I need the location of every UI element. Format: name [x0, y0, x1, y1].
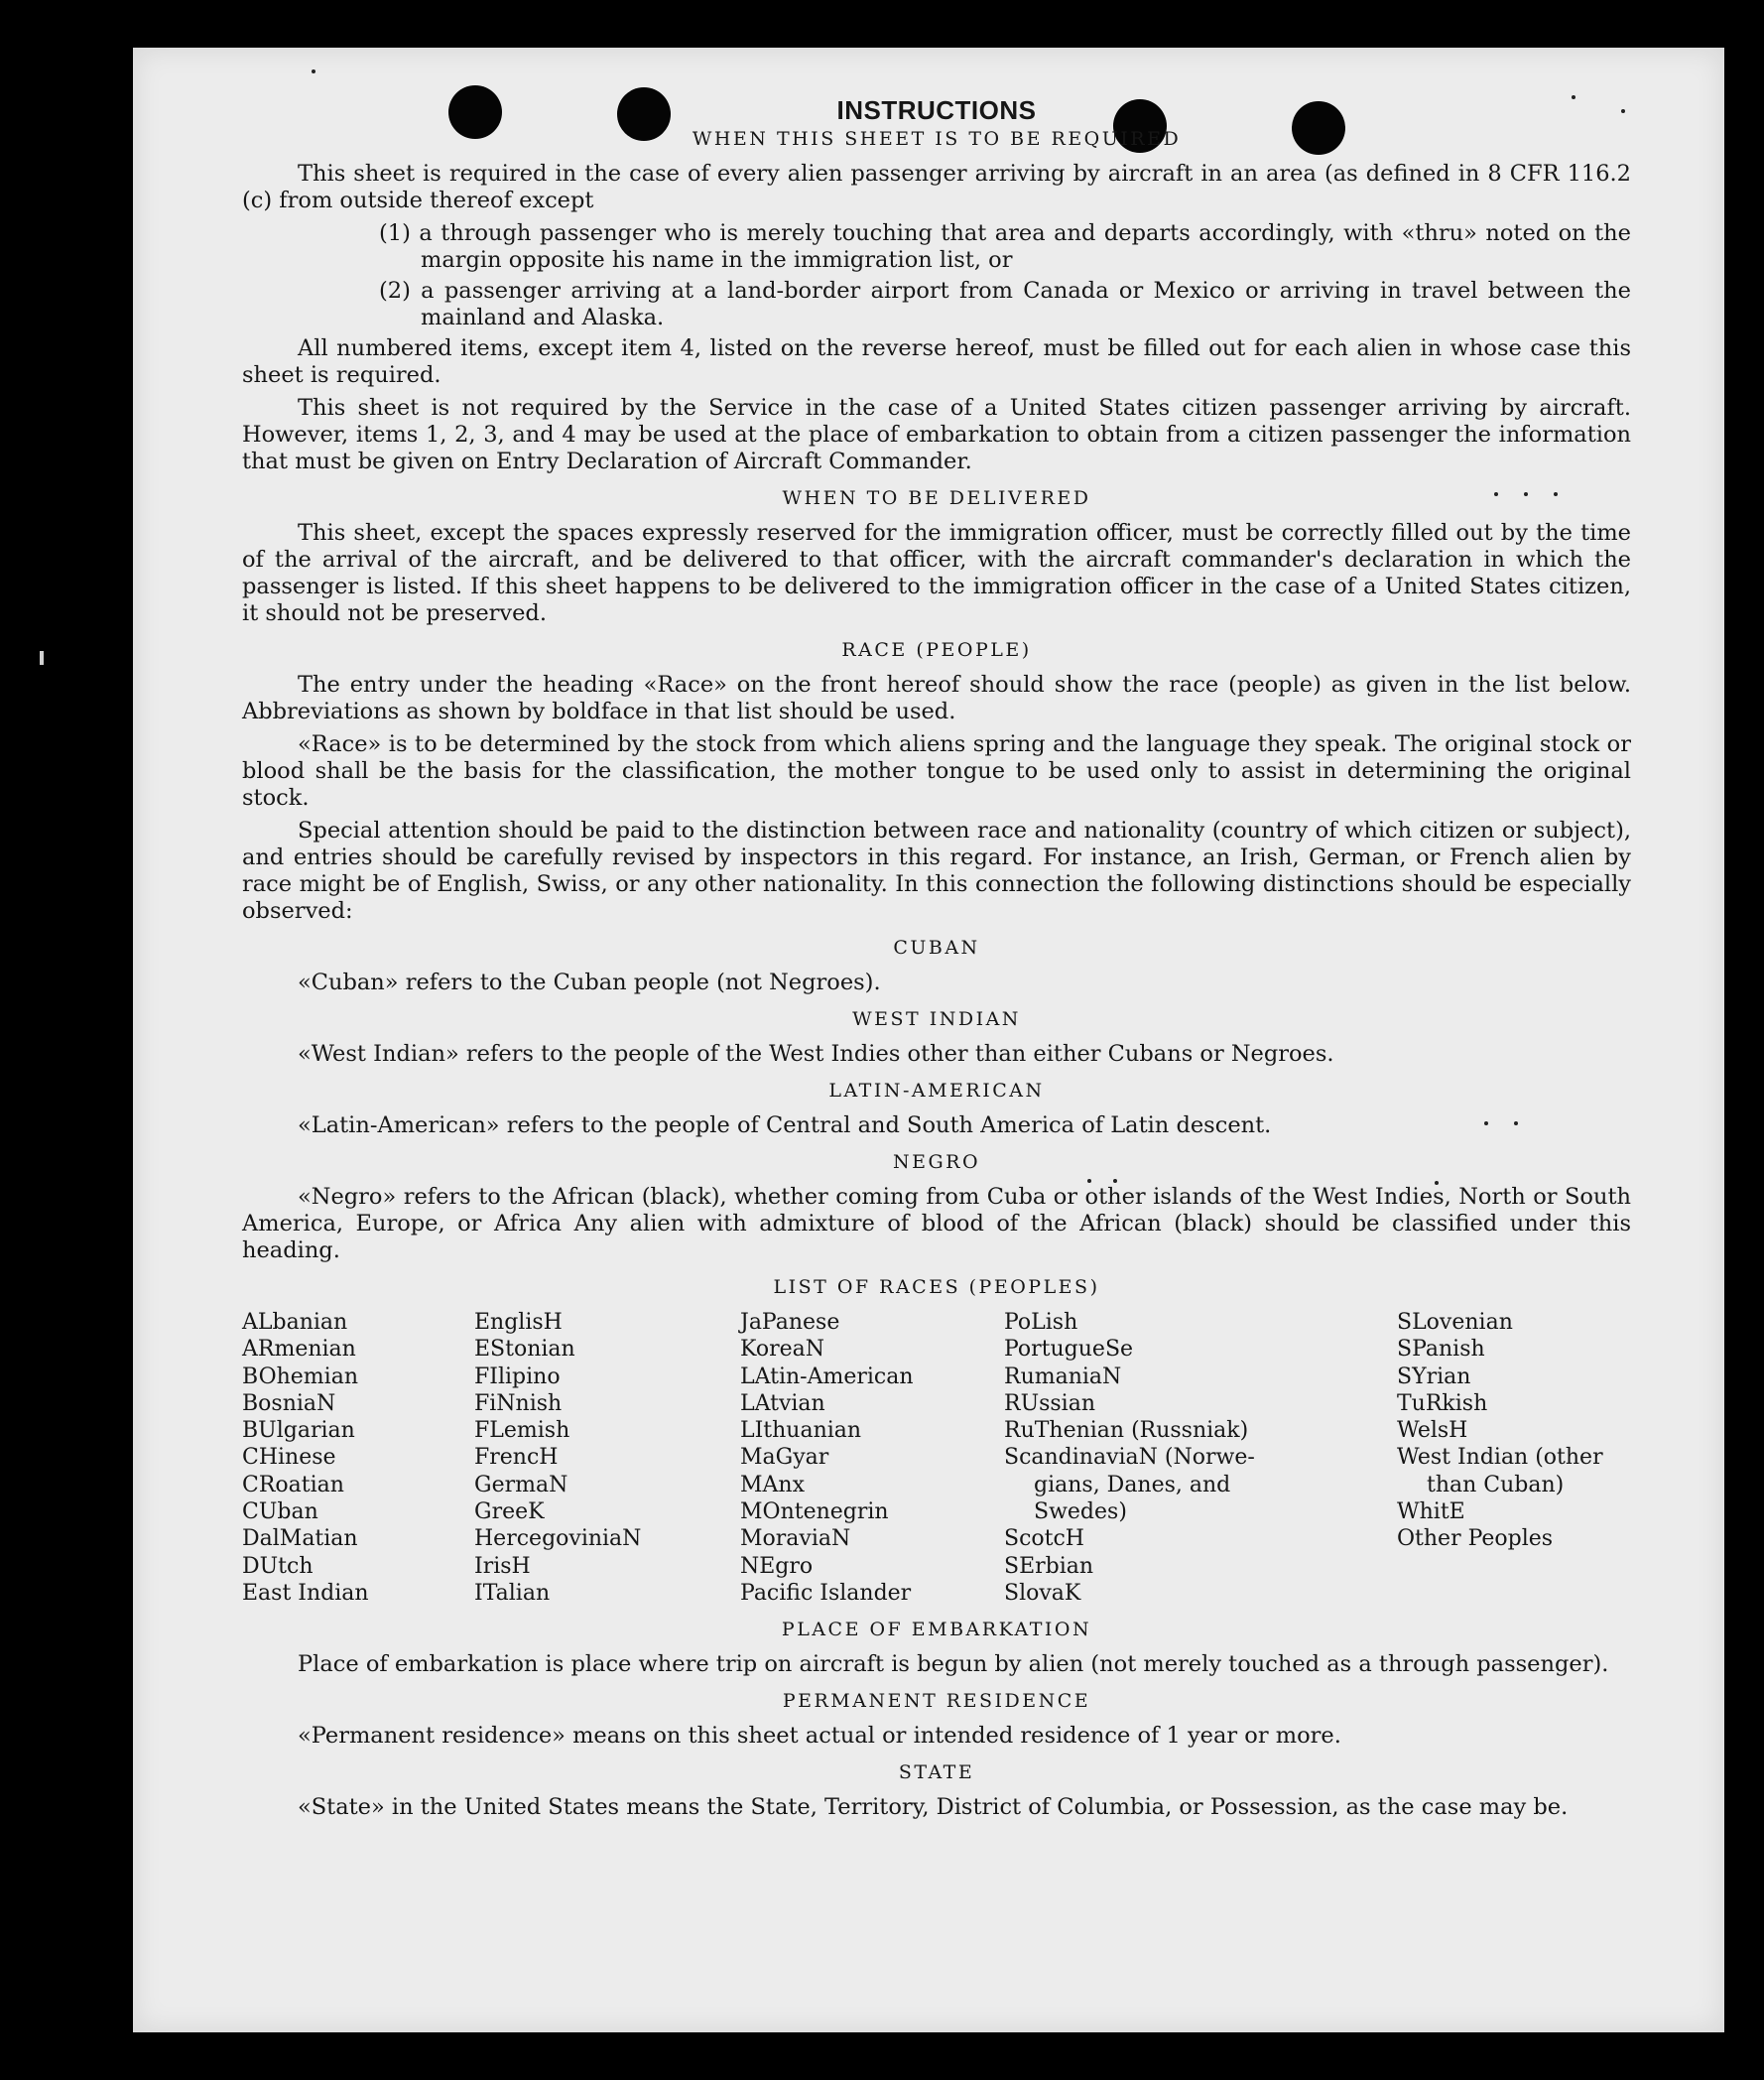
- race-entry: DalMatian: [242, 1526, 358, 1552]
- race-entry: MOntenegrin: [740, 1499, 889, 1525]
- page-title: INSTRUCTIONS: [836, 95, 1037, 125]
- races-column: [1397, 1309, 1631, 1607]
- speck: [312, 69, 315, 73]
- race-entry: BOhemian: [242, 1364, 358, 1389]
- paragraph: «Negro» refers to the African (black), whether coming from Cuba or other islands of the West Indies, North or South America, Europe, or Africa Any alien with admixture of blood of the African (black) should be classified under this heading.: [242, 1184, 1631, 1263]
- race-entry: PortugueSe: [1004, 1337, 1134, 1363]
- race-entry: SLovenian: [1397, 1310, 1513, 1335]
- paragraph: All numbered items, except item 4, listed on the reverse hereof, must be filled out for each alien in whose case this sheet is required.: [242, 335, 1631, 388]
- paragraph: «State» in the United States means the State, Territory, District of Columbia, or Possession, as the case may be.: [298, 1794, 1569, 1821]
- race-entry: WelsH: [1397, 1418, 1468, 1444]
- race-entry: East Indian: [242, 1580, 369, 1606]
- races-column: [474, 1309, 740, 1607]
- race-entry: RuThenian (Russniak): [1004, 1418, 1249, 1444]
- race-entry: FLemish: [474, 1418, 570, 1444]
- section-heading: PLACE OF EMBARKATION: [781, 1619, 1092, 1641]
- races-column: [242, 1309, 474, 1607]
- race-entry: HercegoviniaN: [474, 1526, 642, 1552]
- race-entry: LIthuanian: [740, 1418, 862, 1444]
- races-table: [242, 1309, 1631, 1607]
- race-entry: West Indian (other: [1397, 1445, 1603, 1471]
- paragraph: Special attention should be paid to the distinction between race and nationality (country of which citizen or subject), and entries should be carefully revised by inspectors in this regard. For instance, an Irish, German, or French alien by race might be of English, Swiss, or any other nationality. In this connection the following distinctions should be especially observed:: [242, 818, 1631, 924]
- race-entry: JaPanese: [740, 1310, 840, 1335]
- race-entry: FIlipino: [474, 1364, 561, 1389]
- numbered-item: (1) a through passenger who is merely touching that area and departs accordingly, with «thru» noted on the margin opposite his name in the immigration list, or: [379, 220, 1631, 273]
- section-heading: LIST OF RACES (PEOPLES): [773, 1276, 1100, 1298]
- race-entry: ScandinaviaN (Norwe-: [1004, 1445, 1255, 1471]
- document-page: [133, 48, 1724, 2032]
- race-entry: gians, Danes, and: [1034, 1472, 1231, 1497]
- paragraph: «Permanent residence» means on this sheet actual or intended residence of 1 year or more.: [298, 1723, 1341, 1750]
- race-entry: ARmenian: [242, 1337, 356, 1363]
- paragraph: Place of embarkation is place where trip on aircraft is begun by alien (not merely touched as a through passenger).: [298, 1651, 1609, 1678]
- section-heading: RACE (PEOPLE): [841, 639, 1032, 661]
- race-entry: DUtch: [242, 1553, 314, 1579]
- race-entry: ITalian: [474, 1580, 551, 1606]
- race-entry: SPanish: [1397, 1337, 1485, 1363]
- race-entry: MaGyar: [740, 1445, 829, 1471]
- race-entry: FrencH: [474, 1445, 559, 1471]
- race-entry: CHinese: [242, 1445, 336, 1471]
- paragraph: The entry under the heading «Race» on the front hereof should show the race (people) as given in the list below. Abbreviations as shown by boldface in that list should be used.: [242, 672, 1631, 724]
- race-entry: CRoatian: [242, 1472, 344, 1497]
- section-heading: CUBAN: [893, 937, 980, 959]
- race-entry: SlovaK: [1004, 1580, 1081, 1606]
- race-entry: RumaniaN: [1004, 1364, 1122, 1389]
- race-entry: WhitE: [1397, 1499, 1465, 1525]
- edge-mark: [40, 651, 44, 665]
- race-entry: Swedes): [1034, 1499, 1127, 1525]
- race-entry: than Cuban): [1427, 1472, 1565, 1497]
- paragraph: «Latin-American» refers to the people of Central and South America of Latin descent.: [298, 1112, 1272, 1138]
- paragraph: «West Indian» refers to the people of the West Indies other than either Cubans or Negroes.: [298, 1041, 1334, 1067]
- paragraph: This sheet, except the spaces expressly reserved for the immigration officer, must be correctly filled out by the time of the arrival of the aircraft, and be delivered to that officer, with the aircraft commander's declaration in which the passenger is listed. If this sheet happens to be delivered to the immigration officer in the case of a United States citizen, it should not be preserved.: [242, 520, 1631, 626]
- race-entry: BosniaN: [242, 1390, 336, 1416]
- numbered-item: (2) a passenger arriving at a land-border airport from Canada or Mexico or arriving in travel between the mainland and Alaska.: [379, 278, 1631, 330]
- race-entry: RUssian: [1004, 1390, 1096, 1416]
- race-entry: BUlgarian: [242, 1418, 355, 1444]
- paragraph: «Race» is to be determined by the stock from which aliens spring and the language they speak. The original stock or blood shall be the basis for the classification, the mother tongue to be used only to assist in determining the original stock.: [242, 731, 1631, 811]
- race-entry: ScotcH: [1004, 1526, 1084, 1552]
- race-entry: FiNnish: [474, 1390, 563, 1416]
- race-entry: SErbian: [1004, 1553, 1094, 1579]
- race-entry: EStonian: [474, 1337, 575, 1363]
- instructions-body: [242, 97, 1631, 1827]
- race-entry: LAtin-American: [740, 1364, 914, 1389]
- race-entry: LAtvian: [740, 1390, 825, 1416]
- section-heading: LATIN-AMERICAN: [828, 1080, 1045, 1102]
- race-entry: SYrian: [1397, 1364, 1471, 1389]
- race-entry: GreeK: [474, 1499, 545, 1525]
- race-entry: MoraviaN: [740, 1526, 851, 1552]
- race-entry: IrisH: [474, 1553, 531, 1579]
- race-entry: CUban: [242, 1499, 318, 1525]
- paragraph: This sheet is required in the case of every alien passenger arriving by aircraft in an area (as defined in 8 CFR 116.2 (c) from outside thereof except: [242, 161, 1631, 213]
- races-column: [740, 1309, 1004, 1607]
- race-entry: Other Peoples: [1397, 1526, 1554, 1552]
- paragraph: This sheet is not required by the Service in the case of a United States citizen passenger arriving by aircraft. However, items 1, 2, 3, and 4 may be used at the place of embarkation to obtain from a citizen passenger the information that must be given on Entry Declaration of Aircraft Commander.: [242, 395, 1631, 474]
- paragraph: «Cuban» refers to the Cuban people (not Negroes).: [298, 970, 881, 995]
- race-entry: KoreaN: [740, 1337, 824, 1363]
- race-entry: PoLish: [1004, 1310, 1078, 1335]
- races-column: [1004, 1309, 1397, 1607]
- race-entry: EnglisH: [474, 1310, 563, 1335]
- section-heading: WEST INDIAN: [852, 1008, 1021, 1030]
- section-heading: PERMANENT RESIDENCE: [782, 1690, 1091, 1713]
- section-heading: WHEN THIS SHEET IS TO BE REQUIRED: [692, 128, 1182, 150]
- race-entry: GermaN: [474, 1472, 568, 1497]
- race-entry: NEgro: [740, 1553, 814, 1579]
- race-entry: Pacific Islander: [740, 1580, 912, 1606]
- race-entry: ALbanian: [242, 1310, 348, 1335]
- race-entry: MAnx: [740, 1472, 805, 1497]
- race-entry: TuRkish: [1397, 1390, 1488, 1416]
- section-heading: STATE: [898, 1761, 975, 1784]
- section-heading: NEGRO: [892, 1151, 981, 1173]
- section-heading: WHEN TO BE DELIVERED: [782, 487, 1091, 509]
